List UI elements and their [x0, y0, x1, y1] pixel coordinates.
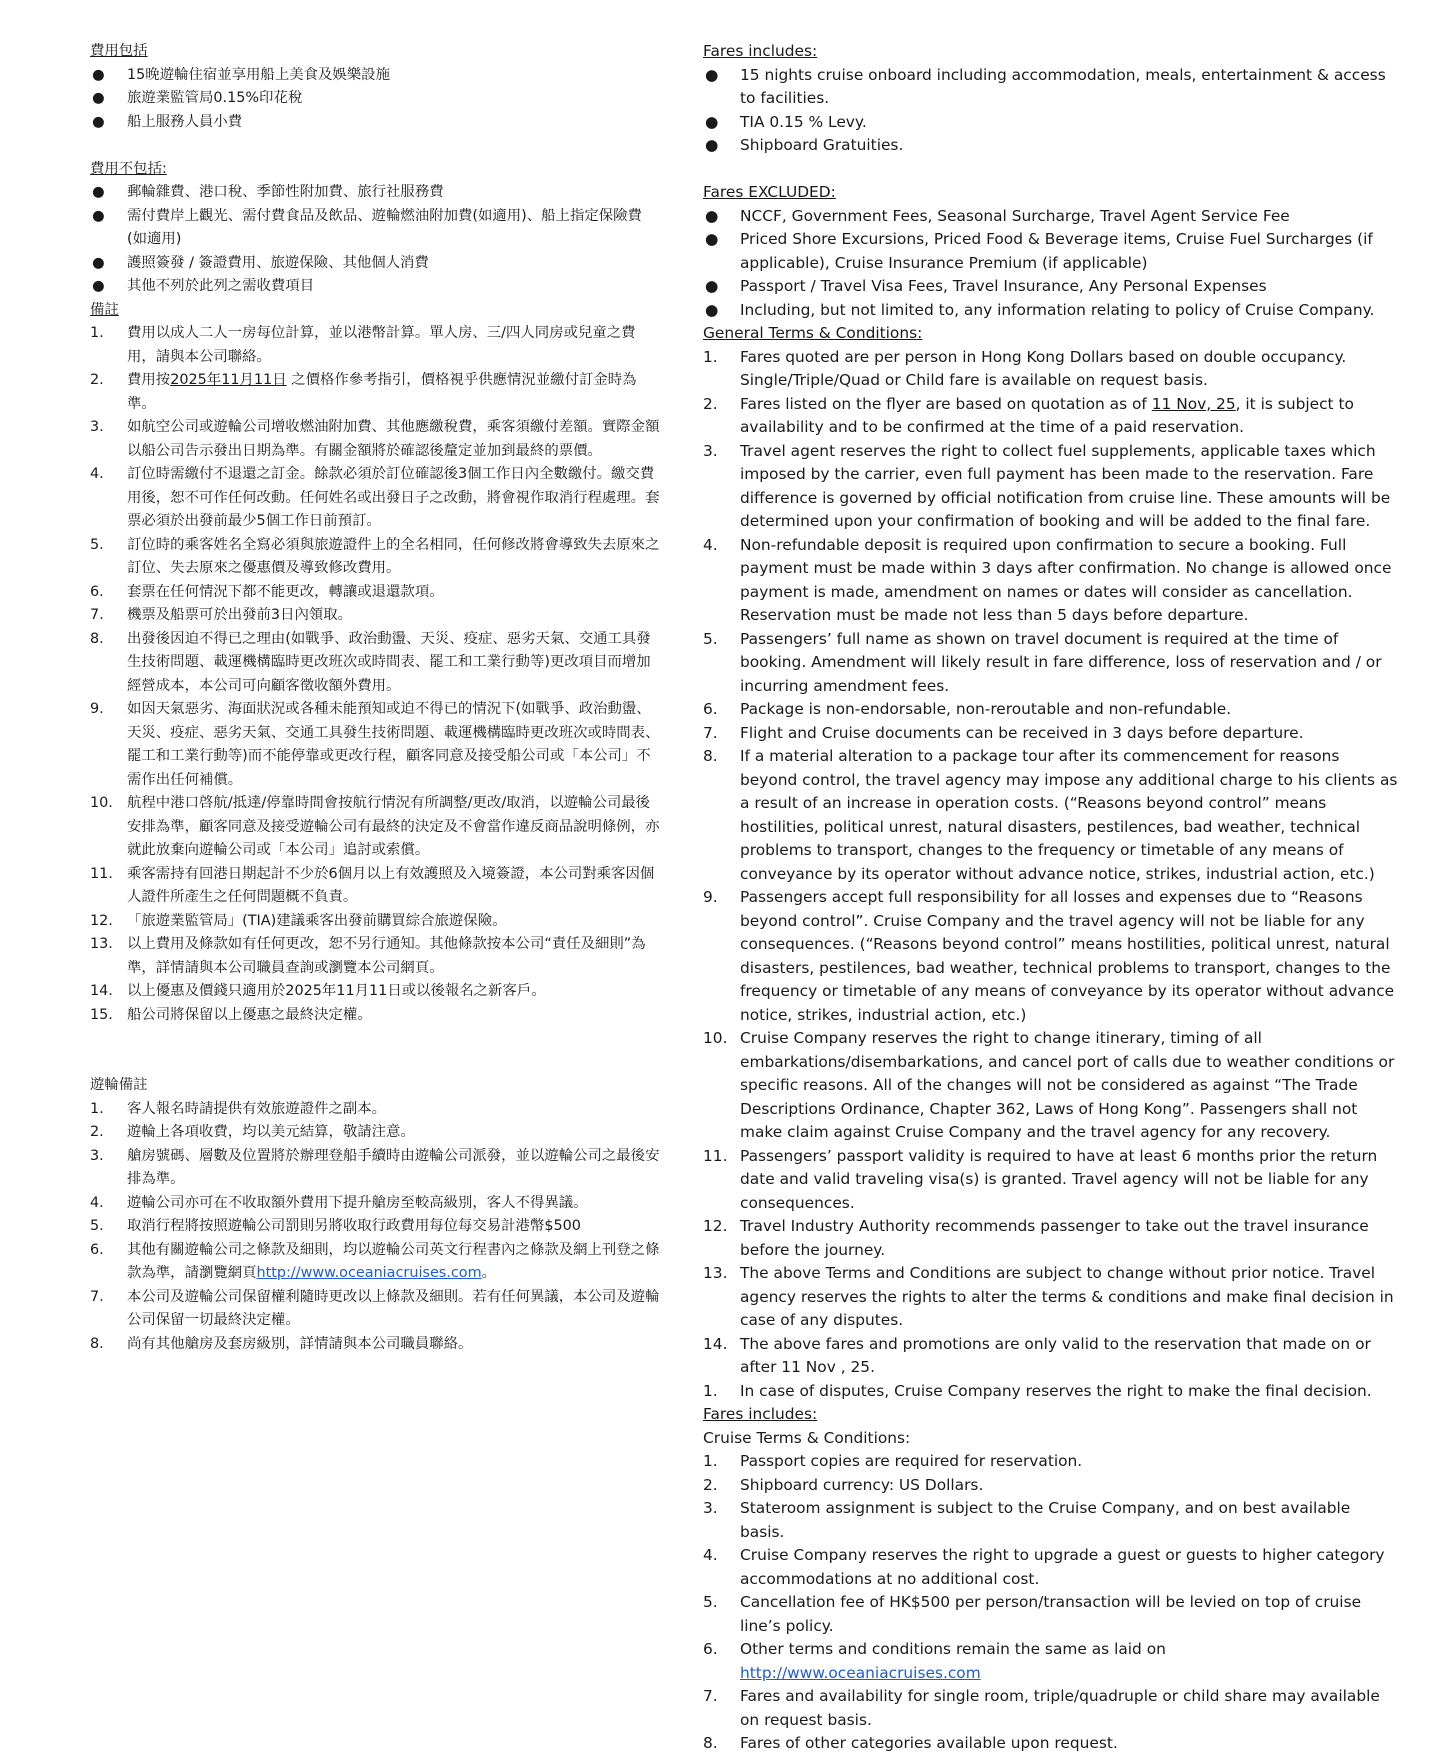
list-item: 3. 如航空公司或遊輪公司增收燃油附加費、其他應繳稅費，乘客須繳付差額。實際金額以船公司告示發出日期為準。有關金額將於確認後釐定並加到最終的票價。 [90, 419, 660, 459]
zh-excludes-title: 費用不包括: [90, 160, 167, 177]
list-item: 5. 取消行程將按照遊輪公司罰則另將收取行政費用每位每交易計港幣$500 [90, 1218, 581, 1234]
en-includes-list [703, 64, 1398, 158]
list-item: 4. Non-refundable deposit is required upon confirmation to secure a booking. Full payment must be made within 3 days after confirmation. No change is allowed once payment is made, amendment on names or dates will consider as cancellation. Reservation must be made not less than 5 days before departure. [703, 535, 1392, 624]
list-item: 11. Passengers’ passport validity is required to have at least 6 months prior the return date and valid traveling visa(s) is granted. Travel agency will not be liable for any consequences. [703, 1146, 1378, 1212]
list-item: 13. 以上費用及條款如有任何更改，恕不另行通知。其他條款按本公司“責任及細則”為準，詳情請與本公司職員查詢或瀏覽本公司網頁。 [90, 936, 646, 976]
list-item: 4. 遊輪公司亦可在不收取額外費用下提升艙房至較高級別，客人不得異議。 [90, 1194, 588, 1211]
list-item: 13. The above Terms and Conditions are subject to change without prior notice. Travel agency reserves the rights to alter the terms & conditions and make final decision in case of any disputes. [703, 1264, 1394, 1329]
bullet-icon: ● [705, 300, 719, 319]
quote-date: 11 Nov, 25 [1151, 394, 1236, 413]
list-item: 8. 出發後因迫不得已之理由(如戰爭、政治動盪、天災、疫症、惡劣天氣、交通工具發生技術問題、載運機構臨時更改班次或時間表、罷工和工業行動等)更改項目而增加經營成本，本公司可向顧客徵收額外費用。 [90, 630, 651, 694]
list-item: ● 需付費岸上觀光、需付費食品及飲品、遊輪燃油附加費(如適用)、船上指定保險費(如適用) [90, 205, 660, 252]
list-item: 6. Other terms and conditions remain the same as laid on http://www.oceaniacruises.com [703, 1640, 1166, 1682]
zh-includes-list [90, 64, 660, 135]
english-terms-column [703, 40, 1398, 1756]
list-item: 3. 艙房號碼、層數及位置將於辦理登船手續時由遊輪公司派發，並以遊輪公司之最後安排為準。 [90, 1147, 660, 1187]
list-item: 9. 如因天氣惡劣、海面狀況或各種未能預知或迫不得已的情況下(如戰爭、政治動盪、天災、疫症、惡劣天氣、交通工具發生技術問題、載運機構臨時更改班次或時間表、罷工和工業行動等)而不能停靠或更改行程，顧客同意及接受船公司或「本公司」不需作出任何補償。 [90, 701, 660, 788]
en-cruise-list [703, 1450, 1398, 1756]
list-item: 5. 訂位時的乘客姓名全寫必須與旅遊證件上的全名相同，任何修改將會導致失去原來之訂位、失去原來之優惠價及導致修改費用。 [90, 536, 660, 576]
bullet-icon: ● [92, 66, 105, 83]
zh-cruise-title: 遊輪備註 [90, 1077, 148, 1093]
list-item: ● TIA 0.15 % Levy. [703, 111, 1398, 135]
list-item: 3. Stateroom assignment is subject to the Cruise Company, and on best available basis. [703, 1499, 1351, 1541]
list-item: 2. 費用按2025年11月11日 之價格作參考指引，價格視乎供應情況並繳付訂金時為準。 [90, 372, 637, 412]
list-item: 7. Fares and availability for single room, triple/quadruple or child share may available on request basis. [703, 1687, 1380, 1729]
list-item: ● 郵輪雜費、港口稅、季節性附加費、旅行社服務費 [90, 181, 660, 205]
bullet-icon: ● [705, 206, 719, 225]
list-item: ● NCCF, Government Fees, Seasonal Surcharge, Travel Agent Service Fee [703, 205, 1398, 229]
list-item: ● Including, but not limited to, any information relating to policy of Cruise Company. [703, 299, 1398, 323]
en-cruise-title: Cruise Terms & Conditions: [703, 1428, 911, 1447]
list-item: ● 其他不列於此列之需收費項目 [90, 275, 660, 299]
list-item: ● 15晚遊輪住宿並享用船上美食及娛樂設施 [90, 64, 660, 88]
list-item: 14. The above fares and promotions are only valid to the reservation that made on or after 11 Nov , 25. [703, 1334, 1371, 1376]
list-item: ● 船上服務人員小費 [90, 111, 660, 135]
list-item: 12. Travel Industry Authority recommends passenger to take out the travel insurance before the journey. [703, 1217, 1369, 1259]
list-item: 8. If a material alteration to a package tour after its commencement for reasons beyond control, the travel agency may impose any additional charge to his clients as a result of an increase in operation costs. (“Reasons beyond control” means hostilities, political unrest, natural disasters, pestilences, bad weather, technical problems to transport, changes to the frequency or timetable of any means of conveyance by its operator without advance notice, strikes, industrial action, etc.) [703, 747, 1398, 883]
list-item: 12. 「旅遊業監管局」(TIA)建議乘客出發前購買綜合旅遊保險。 [90, 912, 507, 929]
list-item: 4. Cruise Company reserves the right to upgrade a guest or guests to higher category accommodations at no additional cost. [703, 1546, 1385, 1588]
list-item: 1. Fares quoted are per person in Hong Kong Dollars based on double occupancy. Single/Triple/Quad or Child fare is available on request basis. [703, 347, 1347, 389]
list-item: 8. 尚有其他艙房及套房級別，詳情請與本公司職員聯絡。 [90, 1335, 473, 1352]
bullet-icon: ● [92, 254, 105, 271]
list-item: 7. 機票及船票可於出發前3日內領取。 [90, 607, 353, 623]
list-item: 6. 其他有關遊輪公司之條款及細則，均以遊輪公司英文行程書內之條款及網上刊登之條款為準，請瀏覽網頁http://www.oceaniacruises.com。 [90, 1241, 660, 1281]
bullet-icon: ● [705, 230, 719, 248]
bullet-icon: ● [705, 277, 719, 295]
bullet-icon: ● [92, 184, 105, 200]
en-general-list [703, 346, 1398, 1404]
list-item: 5. Passengers’ full name as shown on travel document is required at the time of booking. Amendment will likely result in fare difference, loss of reservation and / or incurring amendment fees. [703, 629, 1382, 695]
list-item: ● 15 nights cruise onboard including accommodation, meals, entertainment & access to facilities. [705, 65, 1386, 107]
list-item: 2. Shipboard currency: US Dollars. [703, 1475, 984, 1494]
zh-remarks-title: 備註 [90, 301, 119, 318]
en-excludes-list [703, 205, 1398, 323]
zh-excludes-list [90, 181, 660, 299]
list-item: 3. Travel agent reserves the right to collect fuel supplements, applicable taxes which imposed by the carrier, even full payment has been made to the reservation. Fare difference is governed by official notification from cruise line. These amounts will be determined upon your confirmation of booking and will be added to the final fare. [703, 441, 1391, 530]
list-item: ● Passport / Travel Visa Fees, Travel Insurance, Any Personal Expenses [703, 275, 1398, 299]
bullet-icon: ● [92, 278, 105, 294]
en-includes-title: Fares includes: [703, 42, 818, 60]
list-item: ● Priced Shore Excursions, Priced Food & Beverage items, Cruise Fuel Surcharges (if applicable), Cruise Insurance Premium (if applicable) [705, 230, 1373, 272]
list-item: 1. In case of disputes, Cruise Company reserves the right to make the final decision. [703, 1381, 1372, 1400]
oceania-website-link[interactable]: http://www.oceaniacruises.com [740, 1663, 981, 1682]
list-item: ● Shipboard Gratuities. [703, 134, 1398, 158]
bullet-icon: ● [92, 207, 105, 224]
list-item: 1. Passport copies are required for reservation. [703, 1452, 1083, 1470]
list-item: 6. Package is non-endorsable, non-reroutable and non-refundable. [703, 700, 1232, 718]
bullet-icon: ● [705, 112, 719, 131]
list-item: 14. 以上優惠及價錢只適用於2025年11月11日或以後報名之新客戶。 [90, 983, 546, 999]
bullet-icon: ● [705, 136, 719, 154]
bullet-icon: ● [705, 65, 719, 84]
zh-remarks-list [90, 322, 660, 1027]
list-item: 6. 套票在任何情況下都不能更改，轉讓或退還款項。 [90, 583, 444, 600]
list-item: 10. Cruise Company reserves the right to change itinerary, timing of all embarkations/disembarkations, and cancel port of calls due to weather conditions or specific reasons. All of the changes will not be considered as against “The Trade Descriptions Ordinance, Chapter 362, Laws of Hong Kong”. Passengers shall not make claim against Cruise Company and the travel agency for any recovery. [703, 1029, 1395, 1141]
quote-date: 2025年11月11日 [170, 372, 287, 388]
en-general-title: General Terms & Conditions: [703, 324, 923, 342]
chinese-terms-column [90, 40, 660, 1356]
list-item: 9. Passengers accept full responsibility for all losses and expenses due to “Reasons beyond control”. Cruise Company and the travel agency will not be liable for any consequences. (“Reasons beyond control” means hostilities, political unrest, natural disasters, pestilences, bad weather, technical problems to transport, changes to the frequency or timetable of any means of conveyance by its operator without advance notice, strikes, industrial action, etc.) [703, 888, 1395, 1024]
list-item: 2. Fares listed on the flyer are based on quotation as of 11 Nov, 25, it is subject to availability and to be confirmed at the time of a paid reservation. [703, 394, 1354, 436]
oceania-website-link[interactable]: http://www.oceaniacruises.com [256, 1265, 482, 1281]
list-item: 5. Cancellation fee of HK$500 per person/transaction will be levied on top of cruise line’s policy. [703, 1593, 1362, 1635]
list-item: 7. Flight and Cruise documents can be received in 3 days before departure. [703, 723, 1304, 742]
zh-includes-title: 費用包括 [90, 43, 148, 59]
list-item: 10. 航程中港口啓航/抵達/停靠時間會按航行情況有所調整/更改/取消，以遊輪公司最後安排為準，顧客同意及接受遊輪公司有最終的決定及不會當作違反商品說明條例，亦就此放棄向遊輪公司或「本公司」追討或索償。 [90, 795, 660, 858]
en-fares-includes-title-2: Fares includes: [703, 1405, 818, 1423]
list-item: ● 護照簽發 / 簽證費用、旅遊保險、其他個人消費 [90, 252, 660, 276]
bullet-icon: ● [92, 90, 105, 106]
zh-cruise-list [90, 1098, 660, 1357]
list-item: 11. 乘客需持有回港日期起計不少於6個月以上有效護照及入境簽證，本公司對乘客因個人證件所產生之任何問題概不負責。 [90, 865, 655, 905]
list-item: 1. 客人報名時請提供有效旅遊證件之副本。 [90, 1100, 387, 1117]
list-item: 7. 本公司及遊輪公司保留權利隨時更改以上條款及細則。若有任何異議，本公司及遊輪公司保留一切最終決定權。 [90, 1288, 660, 1328]
list-item: ● 旅遊業監管局0.15%印花稅 [90, 87, 660, 111]
list-item: 2. 遊輪上各項收費，均以美元結算，敬請注意。 [90, 1124, 415, 1140]
bullet-icon: ● [92, 113, 105, 130]
list-item: 15. 船公司將保留以上優惠之最終決定權。 [90, 1006, 372, 1023]
list-item: 1. 費用以成人二人一房每位計算，並以港幣計算。單人房、三/四人同房或兒童之費用，請與本公司聯絡。 [90, 325, 636, 365]
en-excludes-title: Fares EXCLUDED: [703, 183, 836, 201]
list-item: 8. Fares of other categories available upon request. [703, 1734, 1118, 1752]
list-item: 4. 訂位時需繳付不退還之訂金。餘款必須於訂位確認後3個工作日內全數繳付。繳交費用後，恕不可作任何改動。任何姓名或出發日子之改動，將會視作取消行程處理。套票必須於出發前最少5個工作日前預訂。 [90, 466, 660, 529]
